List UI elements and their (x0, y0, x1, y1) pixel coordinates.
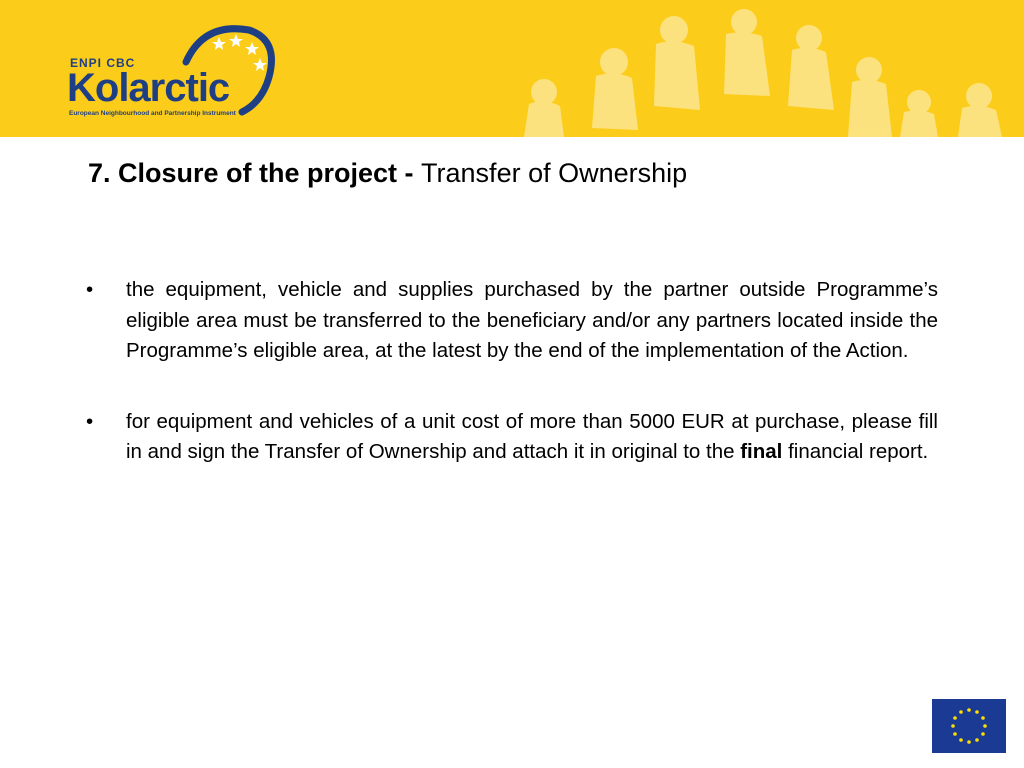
bullet-list (86, 275, 938, 508)
bullet-text: the equipment, vehicle and supplies purchased by the partner outside Programme’s eligible area must be transferred to the beneficiary and/or any partners located inside the Programme’s eligible area, at the latest by the end of the implementation of the Action. (126, 278, 938, 362)
slide-title-regular: Transfer of Ownership (421, 158, 688, 188)
logo-name: Kolarctic (67, 66, 230, 110)
bullet-text-bold: final (740, 440, 783, 463)
bullet-marker: • (86, 278, 94, 301)
slide-title (88, 158, 687, 189)
bullet-text-before: for equipment and vehicles of a unit cost of more than 5000 EUR at purchase, please fill in and sign the Transfer of Ownership and attach it in original to the (126, 409, 938, 463)
bullet-item (86, 407, 938, 468)
logo-prefix: ENPI CBC (70, 56, 136, 70)
eu-flag-icon (932, 699, 1006, 753)
logo-tagline: European Neighbourhood and Partnership Instrument (69, 110, 236, 117)
slide-title-bold: 7. Closure of the project - (88, 158, 422, 188)
bullet-item (86, 275, 938, 367)
bullet-text-after: financial report. (782, 440, 929, 463)
bullet-marker: • (86, 409, 94, 433)
kolarctic-logo (64, 22, 284, 122)
header-banner (0, 0, 1024, 137)
children-illustration (504, 0, 1024, 137)
